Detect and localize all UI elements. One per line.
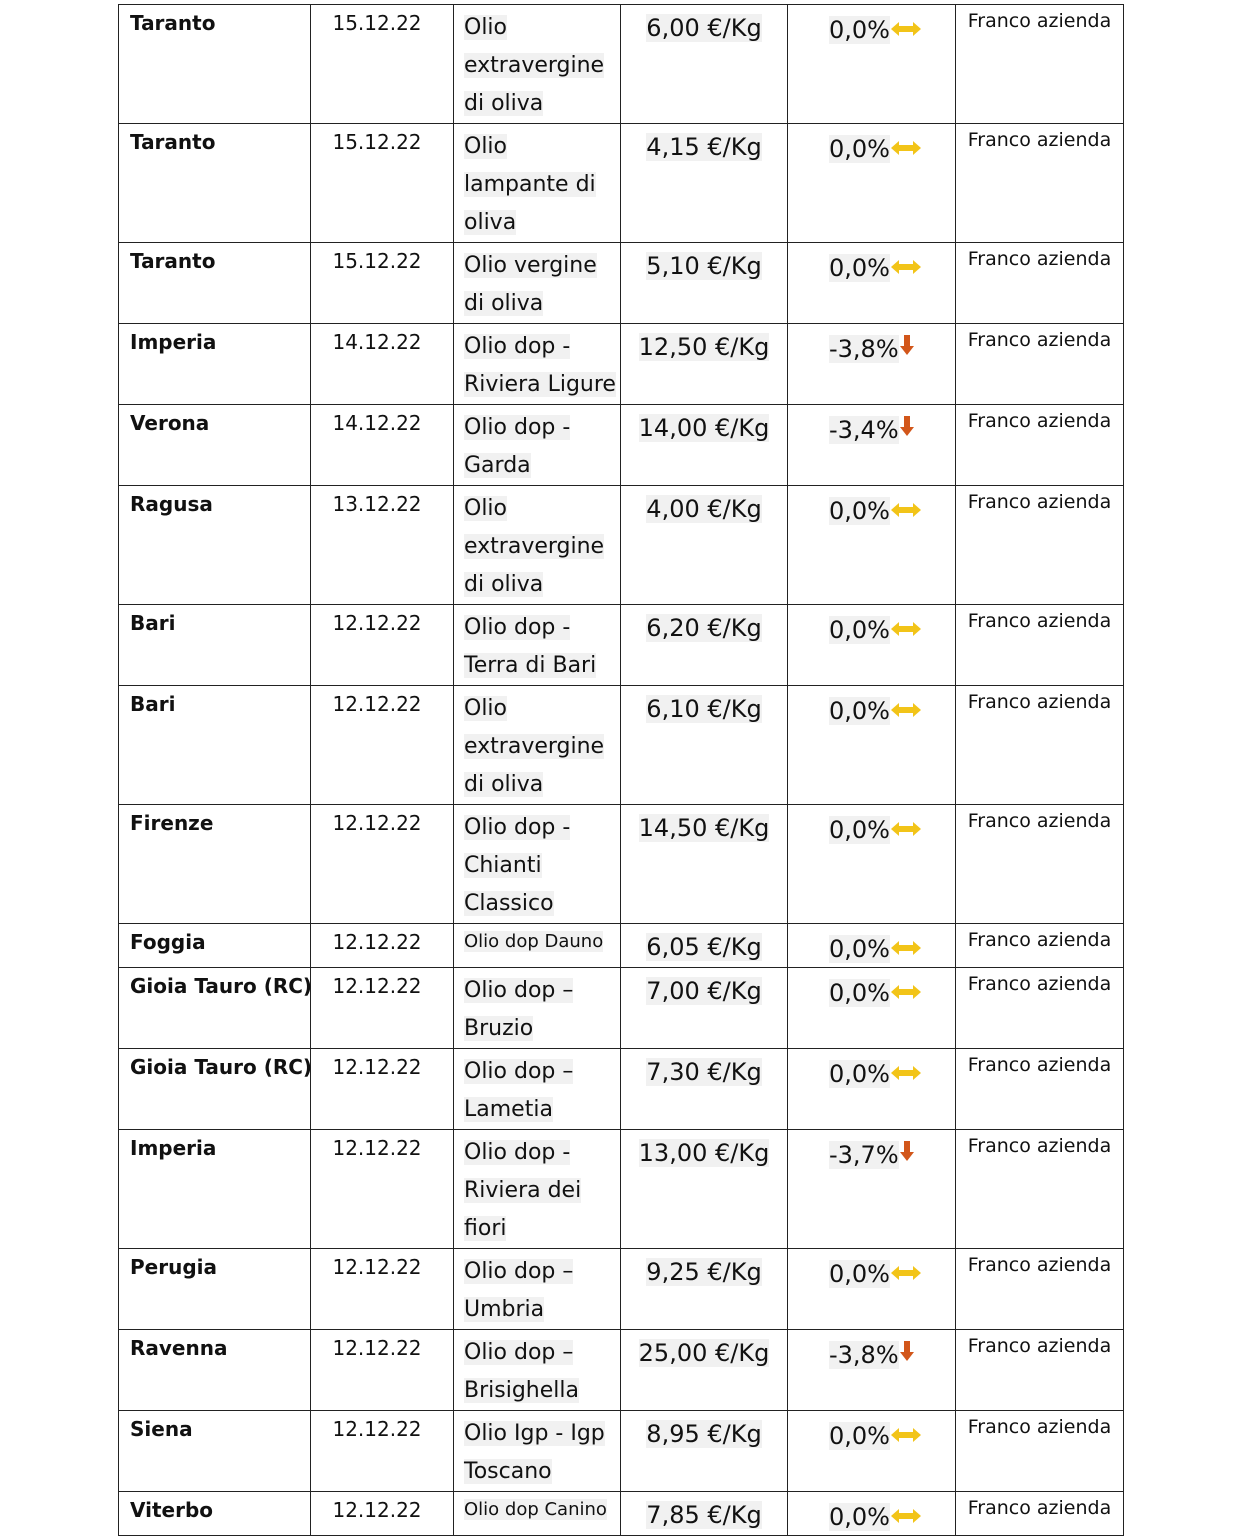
change-value: 0,0%	[829, 816, 890, 844]
product-name: Olio dop - Garda	[464, 415, 571, 478]
price-cell	[621, 1492, 788, 1536]
left-right-arrow-icon	[891, 694, 921, 724]
date-cell: 12.12.22	[311, 924, 454, 968]
table-row	[119, 486, 1124, 605]
table-row	[119, 1330, 1124, 1411]
date-cell: 15.12.22	[311, 243, 454, 324]
product-cell	[454, 686, 621, 805]
price-cell	[621, 924, 788, 968]
change-value: 0,0%	[829, 979, 890, 1007]
terms-cell: Franco azienda	[956, 686, 1124, 805]
date-cell: 15.12.22	[311, 5, 454, 124]
product-cell	[454, 5, 621, 124]
price-value: 9,25 €/Kg	[646, 1258, 762, 1286]
price-cell	[621, 1130, 788, 1249]
price-value: 6,20 €/Kg	[646, 614, 762, 642]
change-value: 0,0%	[829, 497, 890, 525]
product-name: Olio lampante di oliva	[464, 134, 596, 235]
terms-cell: Franco azienda	[956, 486, 1124, 605]
left-right-arrow-icon	[891, 494, 921, 524]
terms-cell: Franco azienda	[956, 1249, 1124, 1330]
change-value: 0,0%	[829, 935, 890, 963]
city-cell: Verona	[119, 405, 311, 486]
price-cell	[621, 1049, 788, 1130]
city-cell: Imperia	[119, 324, 311, 405]
date-cell: 14.12.22	[311, 324, 454, 405]
price-value: 5,10 €/Kg	[646, 252, 762, 280]
date-cell: 12.12.22	[311, 605, 454, 686]
product-cell	[454, 243, 621, 324]
date-cell: 12.12.22	[311, 1249, 454, 1330]
product-cell	[454, 486, 621, 605]
price-value: 4,00 €/Kg	[646, 495, 762, 523]
product-name: Olio dop - Terra di Bari	[464, 615, 597, 678]
product-cell	[454, 1330, 621, 1411]
city-cell: Bari	[119, 605, 311, 686]
price-value: 12,50 €/Kg	[638, 333, 770, 361]
price-cell	[621, 968, 788, 1049]
date-cell: 14.12.22	[311, 405, 454, 486]
city-cell: Perugia	[119, 1249, 311, 1330]
terms-cell: Franco azienda	[956, 1411, 1124, 1492]
down-arrow-icon	[900, 1338, 914, 1368]
table-row	[119, 1049, 1124, 1130]
date-cell: 12.12.22	[311, 686, 454, 805]
change-cell	[788, 486, 956, 605]
product-cell	[454, 1492, 621, 1536]
date-cell: 12.12.22	[311, 1130, 454, 1249]
down-arrow-icon	[900, 413, 914, 443]
price-cell	[621, 686, 788, 805]
terms-cell: Franco azienda	[956, 124, 1124, 243]
date-cell: 12.12.22	[311, 1049, 454, 1130]
change-cell	[788, 5, 956, 124]
terms-cell: Franco azienda	[956, 1492, 1124, 1536]
change-cell	[788, 124, 956, 243]
price-value: 14,50 €/Kg	[638, 814, 770, 842]
date-cell: 13.12.22	[311, 486, 454, 605]
change-value: -3,4%	[829, 416, 899, 444]
left-right-arrow-icon	[891, 976, 921, 1006]
change-cell	[788, 605, 956, 686]
price-value: 6,05 €/Kg	[646, 933, 762, 961]
date-cell: 12.12.22	[311, 1411, 454, 1492]
price-value: 14,00 €/Kg	[638, 414, 770, 442]
price-value: 4,15 €/Kg	[646, 133, 762, 161]
price-cell	[621, 605, 788, 686]
price-value: 8,95 €/Kg	[646, 1420, 762, 1448]
left-right-arrow-icon	[891, 813, 921, 843]
date-cell: 12.12.22	[311, 1492, 454, 1536]
left-right-arrow-icon	[891, 251, 921, 281]
product-name: Olio extravergine di oliva	[464, 496, 605, 597]
city-cell: Siena	[119, 1411, 311, 1492]
change-cell	[788, 324, 956, 405]
change-cell	[788, 405, 956, 486]
left-right-arrow-icon	[891, 132, 921, 162]
terms-cell: Franco azienda	[956, 1330, 1124, 1411]
product-name: Olio vergine di oliva	[464, 253, 597, 316]
city-cell: Taranto	[119, 243, 311, 324]
olive-oil-price-table	[118, 4, 1124, 1536]
city-cell: Bari	[119, 686, 311, 805]
change-value: 0,0%	[829, 1503, 890, 1531]
change-cell	[788, 1492, 956, 1536]
change-cell	[788, 1049, 956, 1130]
left-right-arrow-icon	[891, 13, 921, 43]
product-name: Olio dop Dauno	[464, 931, 604, 952]
change-value: 0,0%	[829, 135, 890, 163]
price-cell	[621, 1330, 788, 1411]
price-cell	[621, 1411, 788, 1492]
date-cell: 12.12.22	[311, 968, 454, 1049]
change-value: 0,0%	[829, 1422, 890, 1450]
left-right-arrow-icon	[891, 932, 921, 962]
product-cell	[454, 124, 621, 243]
change-value: 0,0%	[829, 254, 890, 282]
product-cell	[454, 1130, 621, 1249]
terms-cell: Franco azienda	[956, 968, 1124, 1049]
date-cell: 12.12.22	[311, 805, 454, 924]
table-row	[119, 243, 1124, 324]
terms-cell: Franco azienda	[956, 405, 1124, 486]
date-cell: 12.12.22	[311, 1330, 454, 1411]
change-value: 0,0%	[829, 616, 890, 644]
city-cell: Ravenna	[119, 1330, 311, 1411]
change-cell	[788, 924, 956, 968]
table-row	[119, 324, 1124, 405]
left-right-arrow-icon	[891, 1057, 921, 1087]
price-cell	[621, 805, 788, 924]
change-value: 0,0%	[829, 697, 890, 725]
terms-cell: Franco azienda	[956, 605, 1124, 686]
change-cell	[788, 1411, 956, 1492]
product-cell	[454, 324, 621, 405]
table-row	[119, 686, 1124, 805]
terms-cell: Franco azienda	[956, 243, 1124, 324]
terms-cell: Franco azienda	[956, 5, 1124, 124]
product-name: Olio dop - Riviera dei fiori	[464, 1140, 582, 1241]
price-cell	[621, 5, 788, 124]
change-cell	[788, 968, 956, 1049]
table-row	[119, 968, 1124, 1049]
product-cell	[454, 805, 621, 924]
price-value: 7,30 €/Kg	[646, 1058, 762, 1086]
down-arrow-icon	[900, 332, 914, 362]
change-cell	[788, 1249, 956, 1330]
city-cell: Viterbo	[119, 1492, 311, 1536]
product-cell	[454, 605, 621, 686]
table-row	[119, 605, 1124, 686]
price-value: 6,10 €/Kg	[646, 695, 762, 723]
terms-cell: Franco azienda	[956, 1130, 1124, 1249]
table-row	[119, 1249, 1124, 1330]
change-value: -3,8%	[829, 1341, 899, 1369]
change-value: -3,8%	[829, 335, 899, 363]
city-cell: Ragusa	[119, 486, 311, 605]
price-cell	[621, 405, 788, 486]
change-cell	[788, 243, 956, 324]
product-cell	[454, 1049, 621, 1130]
left-right-arrow-icon	[891, 1419, 921, 1449]
product-name: Olio dop – Lametia	[464, 1059, 574, 1122]
date-cell: 15.12.22	[311, 124, 454, 243]
product-cell	[454, 405, 621, 486]
product-cell	[454, 924, 621, 968]
left-right-arrow-icon	[891, 1257, 921, 1287]
city-cell: Taranto	[119, 124, 311, 243]
change-cell	[788, 805, 956, 924]
table-row	[119, 1492, 1124, 1536]
table-row	[119, 805, 1124, 924]
product-cell	[454, 968, 621, 1049]
city-cell: Imperia	[119, 1130, 311, 1249]
table-row	[119, 1411, 1124, 1492]
change-value: 0,0%	[829, 16, 890, 44]
product-name: Olio extravergine di oliva	[464, 696, 605, 797]
price-value: 13,00 €/Kg	[638, 1139, 770, 1167]
city-cell: Gioia Tauro (RC)	[119, 968, 311, 1049]
change-cell	[788, 686, 956, 805]
left-right-arrow-icon	[891, 613, 921, 643]
price-cell	[621, 324, 788, 405]
change-value: -3,7%	[829, 1141, 899, 1169]
price-value: 7,00 €/Kg	[646, 977, 762, 1005]
product-name: Olio dop – Brisighella	[464, 1340, 579, 1403]
city-cell: Gioia Tauro (RC)	[119, 1049, 311, 1130]
price-cell	[621, 124, 788, 243]
table-row	[119, 5, 1124, 124]
product-name: Olio dop - Chianti Classico	[464, 815, 571, 916]
city-cell: Firenze	[119, 805, 311, 924]
product-name: Olio dop – Umbria	[464, 1259, 574, 1322]
city-cell: Foggia	[119, 924, 311, 968]
product-name: Olio dop - Riviera Ligure	[464, 334, 616, 397]
product-cell	[454, 1411, 621, 1492]
product-cell	[454, 1249, 621, 1330]
table-row	[119, 924, 1124, 968]
change-value: 0,0%	[829, 1260, 890, 1288]
terms-cell: Franco azienda	[956, 1049, 1124, 1130]
change-cell	[788, 1330, 956, 1411]
price-value: 6,00 €/Kg	[646, 14, 762, 42]
price-cell	[621, 243, 788, 324]
terms-cell: Franco azienda	[956, 324, 1124, 405]
left-right-arrow-icon	[891, 1500, 921, 1530]
price-value: 25,00 €/Kg	[638, 1339, 770, 1367]
product-name: Olio dop Canino	[464, 1499, 607, 1520]
price-cell	[621, 486, 788, 605]
table-body	[119, 5, 1124, 1536]
change-value: 0,0%	[829, 1060, 890, 1088]
product-name: Olio Igp - Igp Toscano	[464, 1421, 605, 1484]
table-row	[119, 405, 1124, 486]
terms-cell: Franco azienda	[956, 924, 1124, 968]
price-value: 7,85 €/Kg	[646, 1501, 762, 1529]
down-arrow-icon	[900, 1138, 914, 1168]
change-cell	[788, 1130, 956, 1249]
terms-cell: Franco azienda	[956, 805, 1124, 924]
price-cell	[621, 1249, 788, 1330]
product-name: Olio extravergine di oliva	[464, 15, 605, 116]
table-row	[119, 1130, 1124, 1249]
table-row	[119, 124, 1124, 243]
product-name: Olio dop – Bruzio	[464, 978, 574, 1041]
city-cell: Taranto	[119, 5, 311, 124]
